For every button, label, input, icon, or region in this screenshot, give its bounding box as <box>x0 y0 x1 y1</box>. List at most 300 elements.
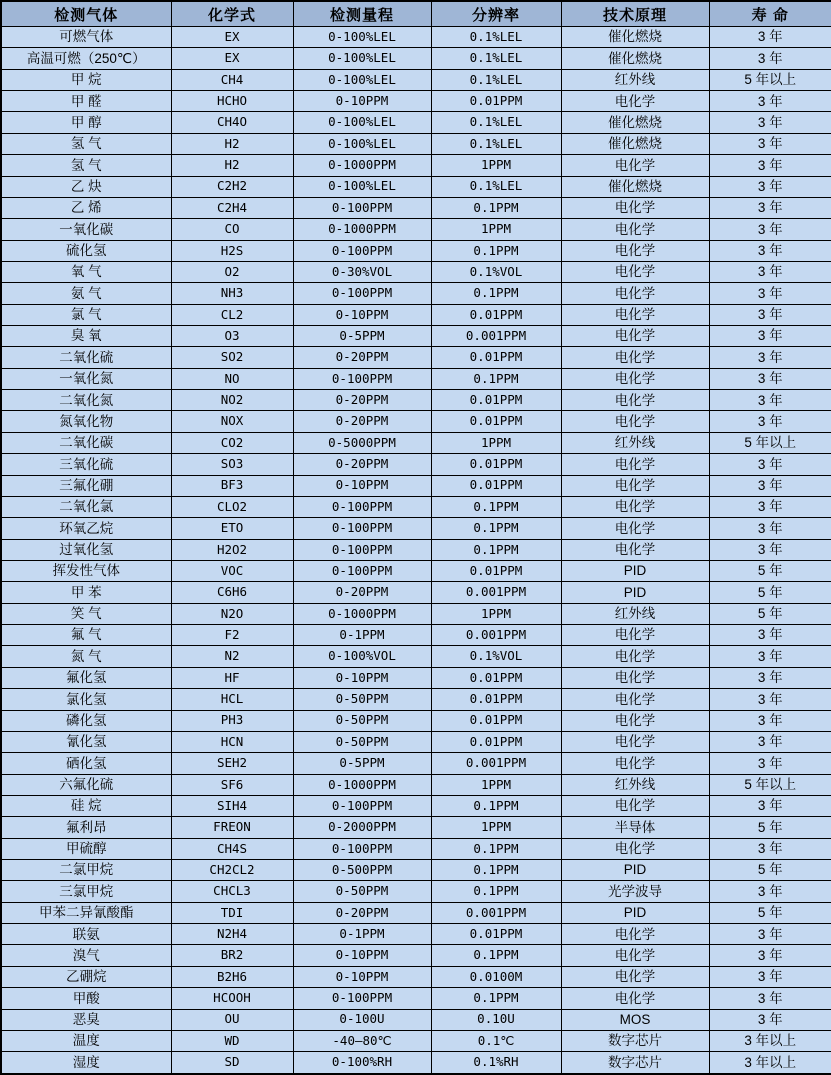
table-row <box>1 69 831 90</box>
cell-resolution: 1PPM <box>431 432 561 453</box>
cell-resolution: 0.01PPM <box>431 924 561 945</box>
cell-lifespan: 5 年 <box>709 902 831 923</box>
cell-gas: 甲 醛 <box>1 91 171 112</box>
cell-gas: 一氧化氮 <box>1 368 171 389</box>
cell-lifespan: 3 年 <box>709 368 831 389</box>
cell-resolution: 0.01PPM <box>431 454 561 475</box>
cell-range: 0-50PPM <box>293 881 431 902</box>
cell-principle: 电化学 <box>561 966 709 987</box>
table-row <box>1 625 831 646</box>
table-row <box>1 924 831 945</box>
cell-principle: 电化学 <box>561 988 709 1009</box>
cell-principle: 电化学 <box>561 496 709 517</box>
table-row <box>1 710 831 731</box>
cell-gas: 挥发性气体 <box>1 560 171 581</box>
cell-range: 0-10PPM <box>293 91 431 112</box>
cell-gas: 联氨 <box>1 924 171 945</box>
cell-principle: 电化学 <box>561 945 709 966</box>
cell-range: 0-10PPM <box>293 475 431 496</box>
cell-formula: VOC <box>171 560 293 581</box>
cell-formula: CH2CL2 <box>171 860 293 881</box>
table-row <box>1 496 831 517</box>
cell-formula: NO2 <box>171 390 293 411</box>
table-row <box>1 795 831 816</box>
cell-range: 0-100PPM <box>293 838 431 859</box>
cell-formula: EX <box>171 27 293 48</box>
cell-range: 0-10PPM <box>293 304 431 325</box>
cell-principle: 电化学 <box>561 795 709 816</box>
cell-gas: 二氧化碳 <box>1 432 171 453</box>
cell-resolution: 0.1%LEL <box>431 27 561 48</box>
table-row <box>1 48 831 69</box>
cell-lifespan: 5 年以上 <box>709 774 831 795</box>
cell-range: 0-100PPM <box>293 795 431 816</box>
cell-resolution: 0.1%LEL <box>431 133 561 154</box>
cell-principle: 电化学 <box>561 219 709 240</box>
cell-formula: HCN <box>171 731 293 752</box>
cell-range: 0-10PPM <box>293 945 431 966</box>
table-row <box>1 860 831 881</box>
cell-lifespan: 3 年 <box>709 240 831 261</box>
cell-formula: WD <box>171 1030 293 1051</box>
table-row <box>1 27 831 48</box>
cell-formula: CL2 <box>171 304 293 325</box>
cell-principle: 电化学 <box>561 518 709 539</box>
cell-formula: CH4O <box>171 112 293 133</box>
table-row <box>1 582 831 603</box>
table-row <box>1 112 831 133</box>
table-row <box>1 1009 831 1030</box>
table-row <box>1 881 831 902</box>
cell-formula: H2S <box>171 240 293 261</box>
cell-lifespan: 3 年 <box>709 753 831 774</box>
cell-lifespan: 3 年 <box>709 390 831 411</box>
cell-gas: 乙 炔 <box>1 176 171 197</box>
cell-resolution: 0.1PPM <box>431 496 561 517</box>
cell-gas: 湿度 <box>1 1052 171 1074</box>
cell-principle: 电化学 <box>561 924 709 945</box>
cell-lifespan: 3 年 <box>709 475 831 496</box>
table-row <box>1 475 831 496</box>
cell-resolution: 0.1PPM <box>431 988 561 1009</box>
table-row <box>1 347 831 368</box>
cell-range: -40—80℃ <box>293 1030 431 1051</box>
table-row <box>1 155 831 176</box>
cell-lifespan: 3 年 <box>709 945 831 966</box>
cell-lifespan: 3 年 <box>709 112 831 133</box>
column-header-principle: 技术原理 <box>561 1 709 27</box>
table-row <box>1 390 831 411</box>
table-row <box>1 261 831 282</box>
cell-principle: PID <box>561 582 709 603</box>
cell-principle: 电化学 <box>561 753 709 774</box>
cell-gas: 三氧化硫 <box>1 454 171 475</box>
cell-formula: CH4S <box>171 838 293 859</box>
cell-gas: 温度 <box>1 1030 171 1051</box>
cell-gas: 氟利昂 <box>1 817 171 838</box>
cell-gas: 臭 氧 <box>1 326 171 347</box>
cell-range: 0-100%RH <box>293 1052 431 1074</box>
cell-range: 0-100%LEL <box>293 112 431 133</box>
cell-lifespan: 3 年 <box>709 689 831 710</box>
cell-range: 0-20PPM <box>293 411 431 432</box>
cell-range: 0-5PPM <box>293 753 431 774</box>
cell-principle: 电化学 <box>561 240 709 261</box>
cell-formula: SEH2 <box>171 753 293 774</box>
table-row <box>1 774 831 795</box>
table-row <box>1 689 831 710</box>
cell-gas: 甲硫醇 <box>1 838 171 859</box>
table-row <box>1 176 831 197</box>
cell-range: 0-1000PPM <box>293 155 431 176</box>
cell-lifespan: 3 年 <box>709 539 831 560</box>
cell-formula: O3 <box>171 326 293 347</box>
cell-range: 0-1000PPM <box>293 774 431 795</box>
cell-gas: 甲 烷 <box>1 69 171 90</box>
cell-formula: CH4 <box>171 69 293 90</box>
cell-principle: 电化学 <box>561 667 709 688</box>
cell-gas: 过氧化氢 <box>1 539 171 560</box>
cell-principle: 红外线 <box>561 774 709 795</box>
cell-lifespan: 5 年 <box>709 560 831 581</box>
cell-formula: H2 <box>171 155 293 176</box>
cell-formula: TDI <box>171 902 293 923</box>
cell-principle: 电化学 <box>561 368 709 389</box>
cell-principle: 催化燃烧 <box>561 112 709 133</box>
cell-principle: 电化学 <box>561 838 709 859</box>
cell-resolution: 1PPM <box>431 817 561 838</box>
cell-lifespan: 5 年 <box>709 603 831 624</box>
cell-resolution: 0.01PPM <box>431 91 561 112</box>
cell-lifespan: 3 年 <box>709 710 831 731</box>
cell-principle: 电化学 <box>561 326 709 347</box>
cell-principle: PID <box>561 560 709 581</box>
cell-principle: 数字芯片 <box>561 1052 709 1074</box>
cell-resolution: 0.01PPM <box>431 667 561 688</box>
cell-gas: 氟化氢 <box>1 667 171 688</box>
cell-range: 0-100%LEL <box>293 69 431 90</box>
cell-range: 0-20PPM <box>293 347 431 368</box>
cell-resolution: 0.1%LEL <box>431 112 561 133</box>
table-row <box>1 817 831 838</box>
cell-lifespan: 3 年 <box>709 966 831 987</box>
cell-lifespan: 5 年 <box>709 817 831 838</box>
cell-principle: 电化学 <box>561 454 709 475</box>
cell-lifespan: 3 年 <box>709 988 831 1009</box>
cell-principle: 催化燃烧 <box>561 133 709 154</box>
cell-range: 0-100PPM <box>293 240 431 261</box>
cell-principle: 红外线 <box>561 432 709 453</box>
cell-range: 0-100U <box>293 1009 431 1030</box>
cell-resolution: 0.01PPM <box>431 475 561 496</box>
table-row <box>1 219 831 240</box>
cell-lifespan: 3 年 <box>709 1009 831 1030</box>
cell-gas: 甲苯二异氰酸酯 <box>1 902 171 923</box>
header-row <box>1 1 831 27</box>
table-row <box>1 454 831 475</box>
cell-range: 0-20PPM <box>293 390 431 411</box>
cell-lifespan: 5 年以上 <box>709 69 831 90</box>
cell-gas: 氟 气 <box>1 625 171 646</box>
cell-principle: 电化学 <box>561 304 709 325</box>
cell-gas: 三氯甲烷 <box>1 881 171 902</box>
cell-range: 0-20PPM <box>293 454 431 475</box>
cell-resolution: 0.1%LEL <box>431 176 561 197</box>
cell-gas: 乙 烯 <box>1 197 171 218</box>
cell-formula: N2O <box>171 603 293 624</box>
cell-resolution: 0.1PPM <box>431 539 561 560</box>
cell-principle: 红外线 <box>561 69 709 90</box>
cell-range: 0-30%VOL <box>293 261 431 282</box>
cell-formula: CO <box>171 219 293 240</box>
cell-resolution: 0.1PPM <box>431 283 561 304</box>
cell-range: 0-100PPM <box>293 560 431 581</box>
column-header-gas: 检测气体 <box>1 1 171 27</box>
cell-range: 0-1PPM <box>293 924 431 945</box>
cell-resolution: 0.01PPM <box>431 560 561 581</box>
cell-lifespan: 3 年 <box>709 795 831 816</box>
cell-formula: N2H4 <box>171 924 293 945</box>
cell-range: 0-1000PPM <box>293 219 431 240</box>
cell-principle: 电化学 <box>561 625 709 646</box>
cell-resolution: 0.0100M <box>431 966 561 987</box>
cell-gas: 氧 气 <box>1 261 171 282</box>
cell-gas: 甲 醇 <box>1 112 171 133</box>
cell-principle: 电化学 <box>561 411 709 432</box>
cell-formula: C6H6 <box>171 582 293 603</box>
cell-lifespan: 5 年以上 <box>709 432 831 453</box>
cell-lifespan: 3 年以上 <box>709 1052 831 1074</box>
cell-range: 0-2000PPM <box>293 817 431 838</box>
cell-resolution: 0.1PPM <box>431 368 561 389</box>
cell-lifespan: 3 年 <box>709 518 831 539</box>
cell-principle: 电化学 <box>561 710 709 731</box>
cell-lifespan: 3 年 <box>709 326 831 347</box>
cell-formula: HCHO <box>171 91 293 112</box>
cell-principle: 数字芯片 <box>561 1030 709 1051</box>
cell-resolution: 0.01PPM <box>431 689 561 710</box>
cell-resolution: 1PPM <box>431 155 561 176</box>
table-row <box>1 411 831 432</box>
cell-gas: 氮氧化物 <box>1 411 171 432</box>
cell-gas: 磷化氢 <box>1 710 171 731</box>
cell-range: 0-50PPM <box>293 731 431 752</box>
cell-principle: 电化学 <box>561 155 709 176</box>
cell-resolution: 0.1%LEL <box>431 69 561 90</box>
cell-resolution: 0.01PPM <box>431 304 561 325</box>
cell-lifespan: 3 年 <box>709 283 831 304</box>
cell-principle: 催化燃烧 <box>561 176 709 197</box>
table-row <box>1 1030 831 1051</box>
cell-gas: 可燃气体 <box>1 27 171 48</box>
table-row <box>1 432 831 453</box>
cell-principle: 电化学 <box>561 283 709 304</box>
table-row <box>1 91 831 112</box>
cell-principle: 电化学 <box>561 197 709 218</box>
cell-range: 0-100%LEL <box>293 176 431 197</box>
table-row <box>1 368 831 389</box>
cell-resolution: 0.01PPM <box>431 411 561 432</box>
cell-formula: B2H6 <box>171 966 293 987</box>
cell-lifespan: 3 年 <box>709 27 831 48</box>
cell-gas: 二氧化氯 <box>1 496 171 517</box>
cell-gas: 二氧化硫 <box>1 347 171 368</box>
cell-range: 0-20PPM <box>293 902 431 923</box>
cell-resolution: 0.1%VOL <box>431 261 561 282</box>
column-header-formula: 化学式 <box>171 1 293 27</box>
cell-lifespan: 3 年 <box>709 219 831 240</box>
cell-range: 0-50PPM <box>293 710 431 731</box>
cell-principle: 电化学 <box>561 347 709 368</box>
cell-lifespan: 3 年 <box>709 667 831 688</box>
cell-formula: SO2 <box>171 347 293 368</box>
table-row <box>1 966 831 987</box>
table-row <box>1 133 831 154</box>
table-row <box>1 304 831 325</box>
cell-resolution: 1PPM <box>431 603 561 624</box>
cell-resolution: 0.1PPM <box>431 518 561 539</box>
cell-range: 0-500PPM <box>293 860 431 881</box>
cell-lifespan: 3 年 <box>709 924 831 945</box>
cell-resolution: 0.1PPM <box>431 240 561 261</box>
cell-resolution: 0.001PPM <box>431 326 561 347</box>
cell-formula: H2O2 <box>171 539 293 560</box>
cell-lifespan: 5 年 <box>709 860 831 881</box>
table-row <box>1 1052 831 1074</box>
cell-gas: 乙硼烷 <box>1 966 171 987</box>
cell-principle: 光学波导 <box>561 881 709 902</box>
cell-formula: C2H2 <box>171 176 293 197</box>
cell-lifespan: 3 年 <box>709 48 831 69</box>
cell-gas: 氨 气 <box>1 283 171 304</box>
cell-resolution: 0.001PPM <box>431 625 561 646</box>
cell-formula: HF <box>171 667 293 688</box>
cell-formula: N2 <box>171 646 293 667</box>
cell-formula: CHCL3 <box>171 881 293 902</box>
cell-gas: 环氧乙烷 <box>1 518 171 539</box>
cell-lifespan: 3 年 <box>709 496 831 517</box>
cell-resolution: 0.1PPM <box>431 881 561 902</box>
cell-gas: 甲酸 <box>1 988 171 1009</box>
cell-formula: SIH4 <box>171 795 293 816</box>
cell-formula: CO2 <box>171 432 293 453</box>
cell-range: 0-100%LEL <box>293 48 431 69</box>
cell-range: 0-10PPM <box>293 667 431 688</box>
cell-gas: 氮 气 <box>1 646 171 667</box>
cell-formula: CLO2 <box>171 496 293 517</box>
column-header-resolution: 分辨率 <box>431 1 561 27</box>
cell-range: 0-100PPM <box>293 988 431 1009</box>
cell-range: 0-1PPM <box>293 625 431 646</box>
cell-resolution: 0.1PPM <box>431 860 561 881</box>
table-row <box>1 731 831 752</box>
cell-gas: 氰化氢 <box>1 731 171 752</box>
table-row <box>1 667 831 688</box>
cell-resolution: 0.1%VOL <box>431 646 561 667</box>
cell-lifespan: 3 年 <box>709 304 831 325</box>
cell-lifespan: 3 年 <box>709 133 831 154</box>
cell-principle: 红外线 <box>561 603 709 624</box>
cell-resolution: 0.10U <box>431 1009 561 1030</box>
cell-formula: OU <box>171 1009 293 1030</box>
cell-range: 0-1000PPM <box>293 603 431 624</box>
cell-resolution: 0.1PPM <box>431 838 561 859</box>
cell-lifespan: 3 年 <box>709 411 831 432</box>
cell-lifespan: 3 年 <box>709 91 831 112</box>
cell-resolution: 0.1%RH <box>431 1052 561 1074</box>
cell-lifespan: 3 年 <box>709 176 831 197</box>
table-row <box>1 988 831 1009</box>
cell-formula: FREON <box>171 817 293 838</box>
cell-range: 0-100PPM <box>293 197 431 218</box>
cell-lifespan: 3 年 <box>709 625 831 646</box>
table-row <box>1 646 831 667</box>
cell-resolution: 0.1PPM <box>431 795 561 816</box>
cell-formula: PH3 <box>171 710 293 731</box>
cell-formula: SO3 <box>171 454 293 475</box>
cell-resolution: 0.01PPM <box>431 731 561 752</box>
cell-lifespan: 3 年 <box>709 347 831 368</box>
table-row <box>1 326 831 347</box>
cell-formula: C2H4 <box>171 197 293 218</box>
cell-principle: 电化学 <box>561 475 709 496</box>
cell-principle: MOS <box>561 1009 709 1030</box>
cell-resolution: 0.1PPM <box>431 945 561 966</box>
cell-formula: NH3 <box>171 283 293 304</box>
table-row <box>1 838 831 859</box>
cell-range: 0-50PPM <box>293 689 431 710</box>
cell-principle: 电化学 <box>561 91 709 112</box>
cell-gas: 氯化氢 <box>1 689 171 710</box>
cell-principle: 电化学 <box>561 689 709 710</box>
cell-gas: 二氧化氮 <box>1 390 171 411</box>
table-row <box>1 753 831 774</box>
cell-formula: BR2 <box>171 945 293 966</box>
cell-principle: 半导体 <box>561 817 709 838</box>
cell-formula: H2 <box>171 133 293 154</box>
cell-formula: BF3 <box>171 475 293 496</box>
cell-range: 0-100PPM <box>293 518 431 539</box>
cell-gas: 氯 气 <box>1 304 171 325</box>
cell-resolution: 0.001PPM <box>431 753 561 774</box>
table-row <box>1 197 831 218</box>
cell-range: 0-5000PPM <box>293 432 431 453</box>
cell-formula: F2 <box>171 625 293 646</box>
cell-formula: HCL <box>171 689 293 710</box>
cell-resolution: 1PPM <box>431 219 561 240</box>
cell-gas: 二氯甲烷 <box>1 860 171 881</box>
cell-formula: EX <box>171 48 293 69</box>
cell-principle: 电化学 <box>561 731 709 752</box>
cell-range: 0-20PPM <box>293 582 431 603</box>
cell-gas: 三氟化硼 <box>1 475 171 496</box>
cell-gas: 硅 烷 <box>1 795 171 816</box>
cell-resolution: 0.01PPM <box>431 347 561 368</box>
cell-gas: 恶臭 <box>1 1009 171 1030</box>
cell-principle: PID <box>561 860 709 881</box>
cell-formula: SF6 <box>171 774 293 795</box>
cell-gas: 高温可燃（250℃） <box>1 48 171 69</box>
cell-principle: 电化学 <box>561 539 709 560</box>
cell-principle: 电化学 <box>561 646 709 667</box>
cell-formula: NOX <box>171 411 293 432</box>
cell-formula: SD <box>171 1052 293 1074</box>
cell-range: 0-100%VOL <box>293 646 431 667</box>
cell-formula: NO <box>171 368 293 389</box>
cell-principle: 催化燃烧 <box>561 27 709 48</box>
cell-gas: 笑 气 <box>1 603 171 624</box>
cell-lifespan: 3 年 <box>709 197 831 218</box>
